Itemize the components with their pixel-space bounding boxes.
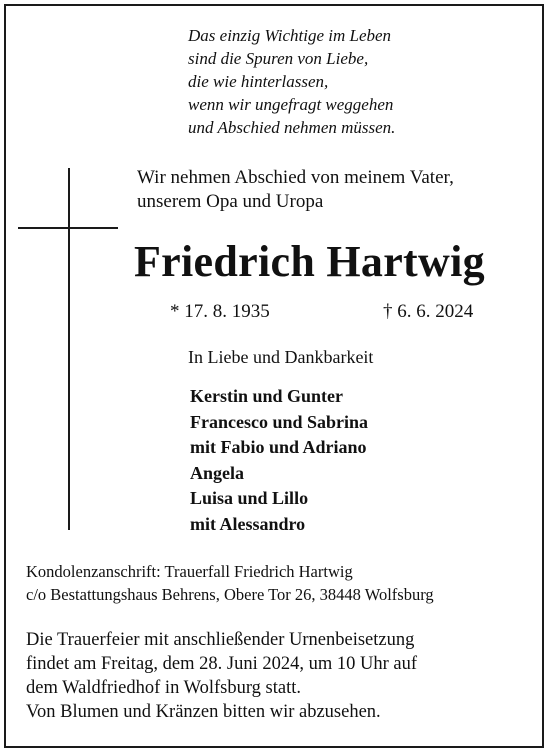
dedication-text: In Liebe und Dankbarkeit	[188, 347, 374, 367]
family-member: mit Fabio und Adriano	[190, 437, 367, 458]
family-member: Kerstin und Gunter	[190, 386, 344, 406]
family-member: Luisa und Lillo	[190, 488, 309, 509]
poem-line: die wie hinterlassen,	[188, 72, 329, 91]
death-date: † 6. 6. 2024	[383, 301, 474, 322]
poem-line: Das einzig Wichtige im Leben	[188, 26, 392, 45]
condolence-line: c/o Bestattungshaus Behrens, Obere Tor 26, 38448 Wolfsburg	[26, 585, 434, 604]
ceremony-notice	[26, 628, 417, 724]
ceremony-line: Die Trauerfeier mit anschließender Urnenbeisetzung	[26, 630, 415, 650]
poem-line: sind die Spuren von Liebe,	[188, 49, 369, 68]
family-member: mit Alessandro	[190, 513, 306, 534]
ceremony-line: findet am Freitag, dem 28. Juni 2024, um 10 Uhr auf	[26, 654, 418, 674]
poem	[188, 24, 395, 139]
birth-date: * 17. 8. 1935	[170, 301, 270, 322]
ceremony-line: Von Blumen und Kränzen bitten wir abzusehen.	[26, 702, 381, 722]
intro-line: Wir nehmen Abschied von meinem Vater,	[137, 167, 454, 188]
family-list	[190, 384, 368, 538]
poem-line: wenn wir ungefragt weggehen	[188, 95, 394, 114]
intro-line: unserem Opa und Uropa	[137, 191, 324, 212]
poem-line: und Abschied nehmen müssen.	[188, 118, 396, 137]
ceremony-line: dem Waldfriedhof in Wolfsburg statt.	[26, 678, 301, 698]
deceased-name: Friedrich Hartwig	[134, 237, 485, 286]
cross-horizontal-bar	[18, 227, 118, 229]
family-member: Angela	[190, 462, 244, 483]
cross-vertical-bar	[68, 168, 70, 530]
condolence-line: Kondolenzanschrift: Trauerfall Friedrich Hartwig	[26, 562, 353, 581]
condolence-address	[26, 560, 434, 606]
family-member: Francesco und Sabrina	[190, 411, 369, 432]
intro-text	[137, 166, 454, 214]
